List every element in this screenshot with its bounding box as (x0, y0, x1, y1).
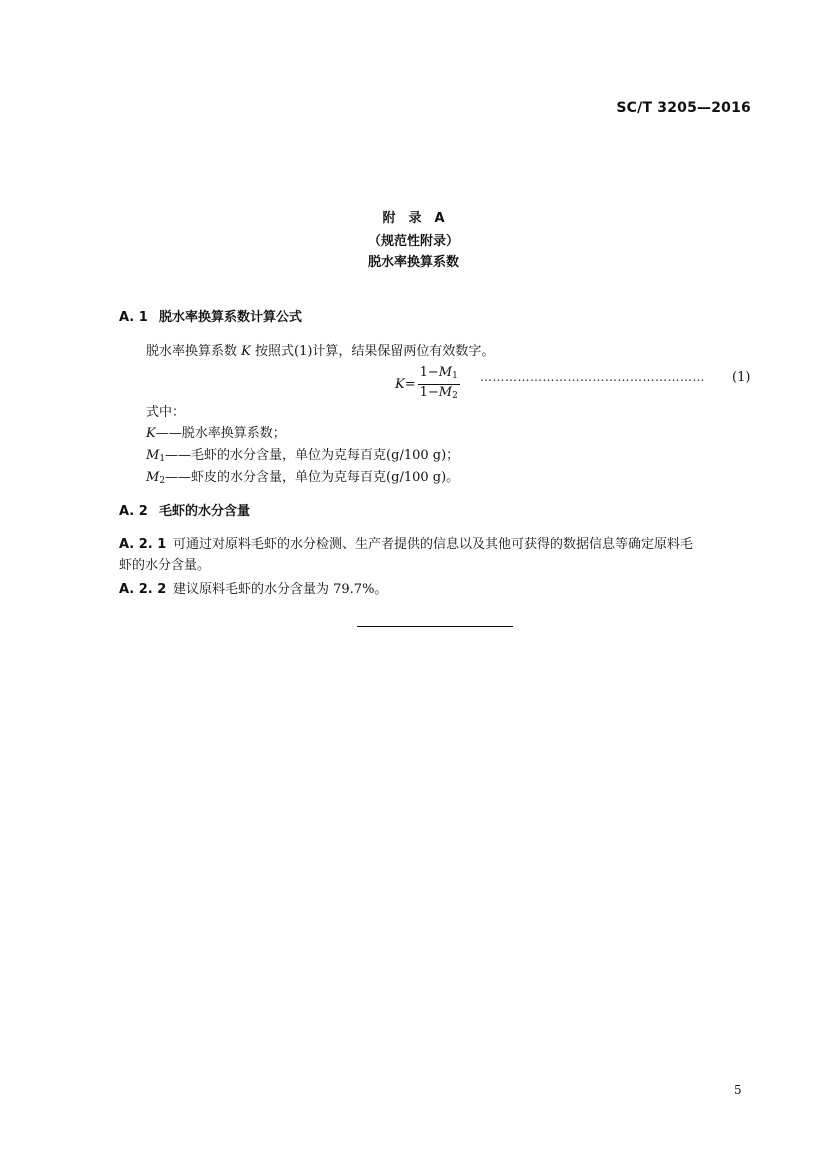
numerator-sub: 1 (452, 371, 458, 381)
section-a1-title: 脱水率换算系数计算公式 (159, 310, 303, 325)
clause-number: A. 2. 2 (119, 582, 167, 597)
definition-text: ——脱水率换算系数； (155, 426, 286, 441)
equation-number: (1) (732, 370, 751, 385)
formula-intro (146, 340, 494, 359)
denominator-prefix: 1− (419, 385, 439, 400)
numerator-var: M (438, 365, 453, 380)
formula-fraction (418, 366, 460, 403)
definition-var: M (146, 470, 160, 485)
clause-number: A. 2. 1 (119, 537, 167, 552)
formula-numerator (418, 366, 460, 385)
formula (395, 366, 460, 403)
page-number: 5 (734, 1083, 742, 1097)
definition-text: ——虾皮的水分含量，单位为克每百克(g/100 g)。 (165, 470, 460, 485)
section-a2-heading (119, 500, 250, 519)
standard-code: SC/T 3205—2016 (616, 100, 751, 116)
numerator-prefix: 1− (419, 365, 439, 380)
definition-sub: 2 (159, 476, 166, 486)
clause-text: 建议原料毛虾的水分含量为 79.7%。 (173, 582, 388, 597)
definition-k (146, 422, 286, 441)
section-a2-number: A. 2 (119, 504, 148, 519)
clause-text: 可通过对原料毛虾的水分检测、生产者提供的信息以及其他可获得的数据信息等确定原料毛 (173, 537, 694, 552)
annex-label: 附 录 A (382, 211, 445, 226)
where-label: 式中： (146, 405, 186, 420)
definition-sub: 1 (159, 454, 166, 464)
formula-eq: = (404, 377, 416, 392)
intro-after: 按照式(1)计算，结果保留两位有效数字。 (250, 344, 495, 359)
definition-var: K (146, 426, 156, 441)
intro-before: 脱水率换算系数 (146, 344, 242, 359)
definition-text: ——毛虾的水分含量，单位为克每百克(g/100 g)； (165, 448, 460, 463)
denominator-var: M (438, 385, 453, 400)
section-a1-heading (119, 306, 302, 325)
annex-title: 脱水率换算系数 (367, 255, 459, 270)
formula-lhs: K (395, 377, 405, 392)
formula-denominator (418, 385, 460, 403)
annex-nature: （规范性附录） (367, 234, 459, 249)
definition-var: M (146, 448, 160, 463)
intro-var: K (241, 344, 251, 359)
section-a1-number: A. 1 (119, 310, 148, 325)
formula-leader-dots: ……………………………………………… (480, 370, 705, 384)
section-a2-title: 毛虾的水分含量 (159, 504, 251, 519)
clause-a22 (119, 578, 387, 597)
definition-m1 (146, 444, 459, 464)
end-rule (357, 626, 513, 627)
clause-a21 (119, 533, 693, 552)
definition-m2 (146, 466, 459, 486)
denominator-sub: 2 (452, 391, 458, 401)
clause-a21-continued: 虾的水分含量。 (119, 558, 211, 573)
